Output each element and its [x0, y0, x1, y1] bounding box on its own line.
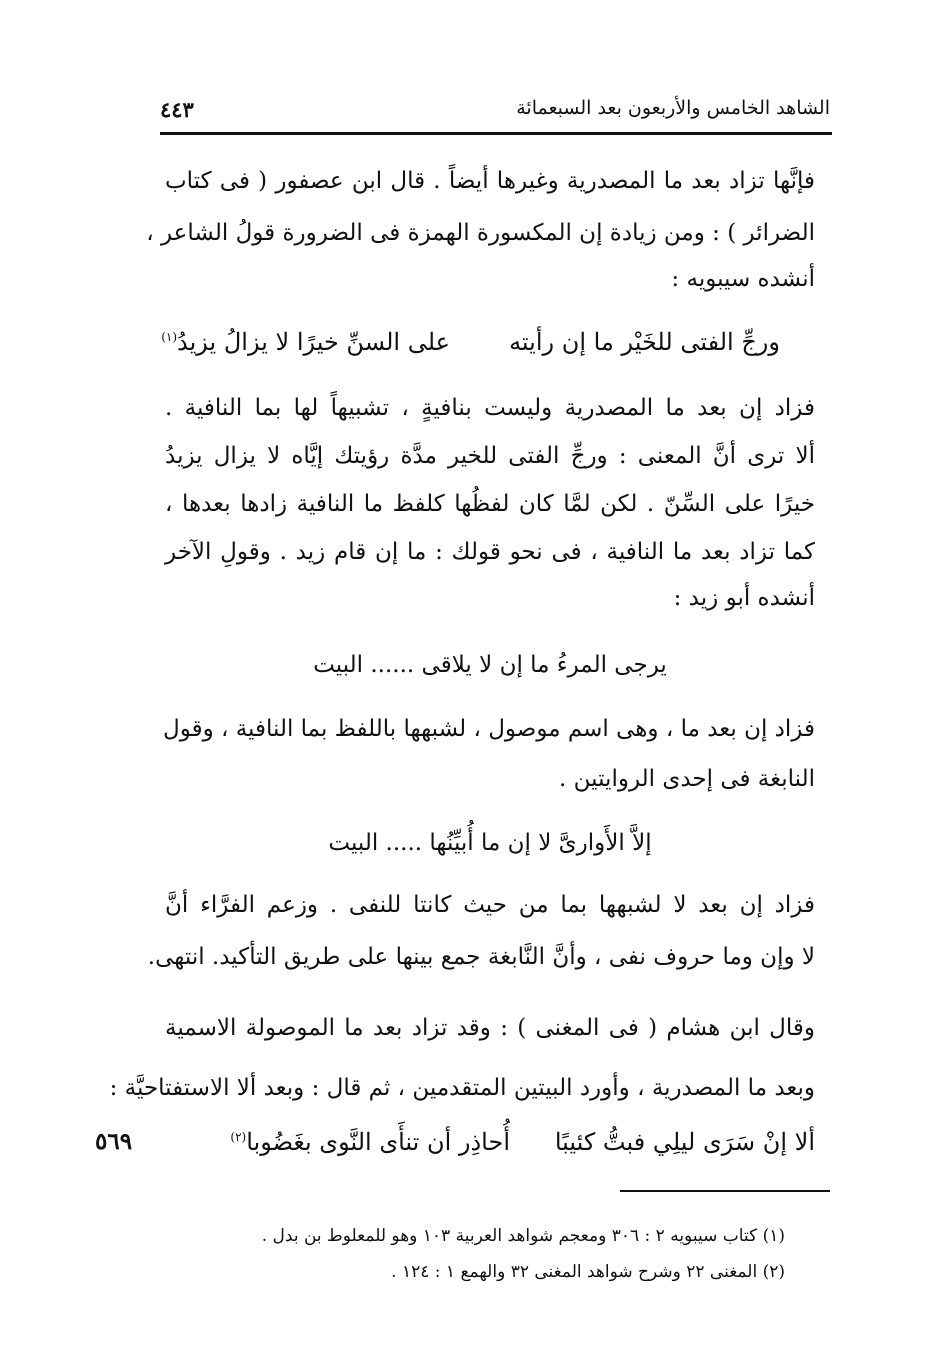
footnote-ref: (٢)	[230, 1130, 247, 1144]
footnote-number: (٢)	[762, 1262, 785, 1282]
margin-number: ٥٦٩	[95, 1128, 133, 1155]
verse-3: إلاَّ الأَوارىَّ لا إن ما أُبيِّنُها ..... البيت	[328, 830, 652, 856]
verse-hemistich: ورجِّ الفتى للخَيْر ما إن رأيته	[509, 328, 780, 356]
verse-hemistich: أُحاذِر أن تنأَى النَّوى بغَضُوبا	[246, 1128, 510, 1156]
text-line: ألا ترى أنَّ المعنى : ورجِّ الفتى للخير مدَّة رؤيتك إيَّاه لا يزال يزيدُ	[165, 443, 815, 469]
text-line: الضرائر ) : ومن زيادة إن المكسورة الهمزة فى الضرورة قولُ الشاعر ،	[146, 220, 815, 246]
verse-hemistich: على السنِّ خيرًا لا يزالُ يزيدُ	[177, 328, 450, 356]
verse-4-first	[555, 1128, 815, 1156]
verse-1-first	[509, 328, 780, 356]
footnote-number: (١)	[762, 1226, 785, 1246]
verse-2: يرجى المرءُ ما إن لا يلاقى ...... البيت	[313, 652, 667, 678]
text-line: وبعد ما المصدرية ، وأورد البيتين المتقدمين ، ثم قال : وبعد ألا الاستفتاحيَّة :	[109, 1075, 815, 1101]
text-line: فزاد إن بعد ما ، وهى اسم موصول ، لشبهها باللفظ بما النافية ، وقول	[162, 716, 815, 742]
footnote-2	[391, 1262, 785, 1282]
verse-1-second	[161, 328, 450, 356]
text-line: فزاد إن بعد ما المصدرية وليست بنافيةٍ ، تشبيهاً لها بما النافية .	[165, 395, 815, 421]
text-line: فزاد إن بعد لا لشبهها بما من حيث كانتا للنفى . وزعم الفرَّاء أنَّ	[165, 892, 815, 918]
verse-4-second	[230, 1128, 510, 1156]
header-rule	[160, 132, 832, 135]
text-line: لا وإن وما حروف نفى ، وأنَّ النَّابغة جمع بينها على طريق التأكيد. انتهى.	[147, 944, 815, 970]
text-line: فإنَّها تزاد بعد ما المصدرية وغيرها أيضاً . قال ابن عصفور ( فى كتاب	[165, 168, 815, 194]
header-title: الشاهد الخامس والأربعون بعد السبعمائة	[516, 97, 830, 119]
text-line: أنشده سيبويه :	[671, 266, 815, 292]
footnote-text: كتاب سيبويه ٢ : ٣٠٦ ومعجم شواهد العربية ١٠٣ وهو للمعلوط بن بدل .	[261, 1226, 758, 1246]
running-header	[160, 95, 830, 131]
footnote-text: المغنى ٢٢ وشرح شواهد المغنى ٣٢ والهمع ١ : ١٢٤ .	[391, 1262, 758, 1282]
text-line: خيرًا على السِّنّ . لكن لمَّا كان لفظُها كلفظ ما النافية زادها بعدها ،	[165, 491, 816, 517]
text-line: النابغة فى إحدى الروايتين .	[559, 766, 815, 792]
page-number: ٤٤٣	[160, 97, 194, 122]
verse-hemistich: ألا إنْ سَرَى ليلِي فبتُّ كئيبًا	[554, 1128, 815, 1156]
footnote-1	[262, 1226, 785, 1246]
text-line: كما تزاد بعد ما النافية ، فى نحو قولك : ما إن قام زيد . وقولِ الآخر	[165, 539, 815, 565]
footnote-rule	[620, 1190, 830, 1192]
text-line: وقال ابن هشام ( فى المغنى ) : وقد تزاد بعد ما الموصولة الاسمية	[165, 1015, 815, 1041]
footnote-ref: (١)	[161, 330, 178, 344]
text-line: أنشده أبو زيد :	[673, 585, 815, 611]
